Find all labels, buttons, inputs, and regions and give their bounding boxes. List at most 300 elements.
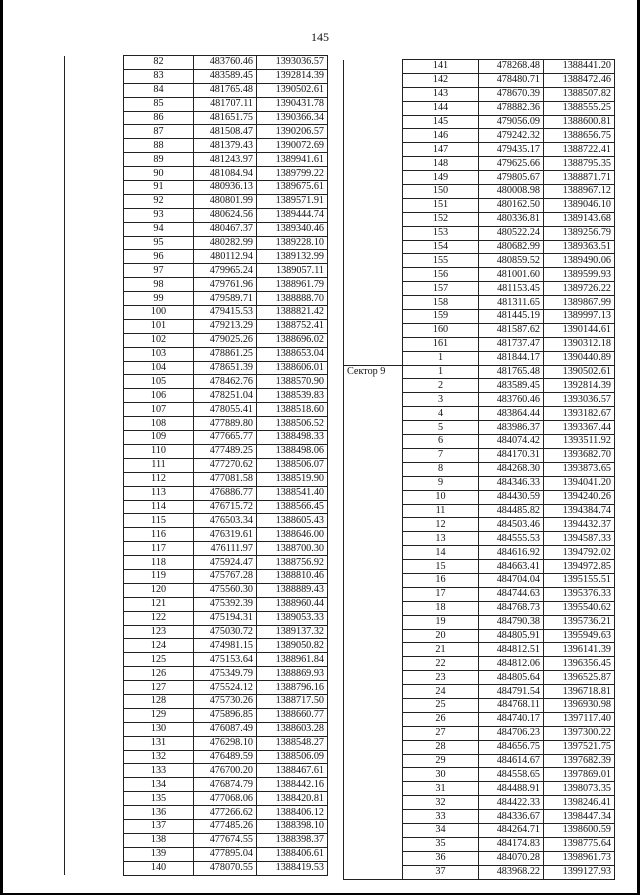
sector-cell [65,542,124,556]
table-row [65,250,328,264]
x-coordinate-cell: 484170.31 [479,448,544,462]
sector-cell [344,212,403,226]
x-coordinate-cell: 484744.63 [479,587,544,601]
y-coordinate-cell: 1388646.00 [257,528,328,542]
x-coordinate-cell: 481844.17 [479,351,544,365]
table-row [65,292,328,306]
x-coordinate-cell: 477674.55 [194,833,257,847]
x-coordinate-cell: 484485.82 [479,504,544,518]
x-coordinate-cell: 478670.39 [479,87,544,101]
sector-cell [344,115,403,129]
y-coordinate-cell: 1388960.44 [257,597,328,611]
x-coordinate-cell: 481707.11 [194,97,257,111]
x-coordinate-cell: 481311.65 [479,296,544,310]
table-row [65,208,328,222]
y-coordinate-cell: 1390502.61 [544,365,615,379]
y-coordinate-cell: 1397682.39 [544,754,615,768]
table-row [65,667,328,681]
y-coordinate-cell: 1388700.30 [257,542,328,556]
point-number-cell: 114 [124,500,194,514]
coordinates-table-left [64,55,328,876]
y-coordinate-cell: 1392814.39 [544,379,615,393]
y-coordinate-cell: 1388539.83 [257,389,328,403]
x-coordinate-cell: 484768.73 [479,601,544,615]
sector-cell [344,323,403,337]
sector-cell [65,389,124,403]
y-coordinate-cell: 1388871.71 [544,171,615,185]
x-coordinate-cell: 475194.31 [194,611,257,625]
point-number-cell: 136 [124,806,194,820]
y-coordinate-cell: 1393036.57 [257,56,328,70]
sector-cell [65,403,124,417]
x-coordinate-cell: 480282.99 [194,236,257,250]
point-number-cell: 145 [403,115,479,129]
table-row [65,542,328,556]
table-row [65,264,328,278]
table-row [65,653,328,667]
point-number-cell: 90 [124,167,194,181]
point-number-cell: 155 [403,254,479,268]
point-number-cell: 158 [403,296,479,310]
table-row [65,639,328,653]
sector-cell [65,514,124,528]
table-row [65,500,328,514]
x-coordinate-cell: 484422.33 [479,796,544,810]
point-number-cell: 94 [124,222,194,236]
point-number-cell: 7 [403,448,479,462]
point-number-cell: 3 [403,393,479,407]
x-coordinate-cell: 483760.46 [194,56,257,70]
point-number-cell: 146 [403,129,479,143]
y-coordinate-cell: 1388810.46 [257,569,328,583]
x-coordinate-cell: 484558.65 [479,768,544,782]
y-coordinate-cell: 1395949.63 [544,629,615,643]
scan-left-edge [0,0,3,895]
y-coordinate-cell: 1389256.79 [544,226,615,240]
y-coordinate-cell: 1394792.02 [544,546,615,560]
table-row [65,347,328,361]
x-coordinate-cell: 477485.26 [194,819,257,833]
point-number-cell: 132 [124,750,194,764]
sector-cell [344,351,403,365]
sector-cell [65,569,124,583]
sector-cell [65,792,124,806]
point-number-cell: 144 [403,101,479,115]
sector-cell [65,722,124,736]
sector-cell [65,278,124,292]
x-coordinate-cell: 475030.72 [194,625,257,639]
point-number-cell: 1 [403,365,479,379]
x-coordinate-cell: 484174.83 [479,837,544,851]
point-number-cell: 108 [124,417,194,431]
y-coordinate-cell: 1398961.73 [544,851,615,865]
sector-cell [344,60,403,74]
table-row [65,444,328,458]
sector-cell [344,73,403,87]
x-coordinate-cell: 478651.39 [194,361,257,375]
point-number-cell: 117 [124,542,194,556]
point-number-cell: 17 [403,587,479,601]
table-row [65,819,328,833]
y-coordinate-cell: 1399127.93 [544,865,615,879]
page-number: 145 [311,30,329,44]
y-coordinate-cell: 1389057.11 [257,264,328,278]
table-row [344,115,615,129]
point-number-cell: 137 [124,819,194,833]
y-coordinate-cell: 1389132.99 [257,250,328,264]
point-number-cell: 107 [124,403,194,417]
y-coordinate-cell: 1390440.89 [544,351,615,365]
sector-cell [65,833,124,847]
point-number-cell: 35 [403,837,479,851]
table-row [65,125,328,139]
y-coordinate-cell: 1388507.82 [544,87,615,101]
point-number-cell: 139 [124,847,194,861]
sector-cell [65,153,124,167]
table-row [344,282,615,296]
y-coordinate-cell: 1395155.51 [544,573,615,587]
y-coordinate-cell: 1390072.69 [257,139,328,153]
x-coordinate-cell: 479589.71 [194,292,257,306]
point-number-cell: 119 [124,569,194,583]
sector-cell [65,319,124,333]
x-coordinate-cell: 481153.45 [479,282,544,296]
y-coordinate-cell: 1388420.81 [257,792,328,806]
point-number-cell: 37 [403,865,479,879]
table-row [65,111,328,125]
x-coordinate-cell: 481084.94 [194,167,257,181]
x-coordinate-cell: 484268.30 [479,462,544,476]
x-coordinate-cell: 477270.62 [194,458,257,472]
point-number-cell: 33 [403,810,479,824]
x-coordinate-cell: 483968.22 [479,865,544,879]
table-row [65,750,328,764]
y-coordinate-cell: 1390144.61 [544,323,615,337]
sector-cell [344,87,403,101]
y-coordinate-cell: 1388656.75 [544,129,615,143]
point-number-cell: 34 [403,823,479,837]
point-number-cell: 109 [124,431,194,445]
y-coordinate-cell: 1388961.79 [257,278,328,292]
y-coordinate-cell: 1389799.22 [257,167,328,181]
point-number-cell: 30 [403,768,479,782]
sector-cell [65,250,124,264]
x-coordinate-cell: 484805.91 [479,629,544,643]
point-number-cell: 133 [124,764,194,778]
y-coordinate-cell: 1388888.70 [257,292,328,306]
x-coordinate-cell: 475767.28 [194,569,257,583]
y-coordinate-cell: 1393873.65 [544,462,615,476]
sector-cell [65,361,124,375]
sector-cell [65,83,124,97]
point-number-cell: 84 [124,83,194,97]
sector-cell [65,139,124,153]
sector-cell [65,181,124,195]
sector-cell [65,306,124,320]
sector-cell [65,847,124,861]
point-number-cell: 142 [403,73,479,87]
table-row [65,583,328,597]
x-coordinate-cell: 479965.24 [194,264,257,278]
x-coordinate-cell: 480522.24 [479,226,544,240]
x-coordinate-cell: 479025.26 [194,333,257,347]
y-coordinate-cell: 1389340.46 [257,222,328,236]
point-number-cell: 100 [124,306,194,320]
table-row [65,278,328,292]
sector-cell [65,694,124,708]
sector-cell [65,653,124,667]
y-coordinate-cell: 1388541.40 [257,486,328,500]
table-row [65,333,328,347]
x-coordinate-cell: 484706.23 [479,726,544,740]
y-coordinate-cell: 1388467.61 [257,764,328,778]
y-coordinate-cell: 1396525.87 [544,671,615,685]
sector-cell [344,101,403,115]
point-number-cell: 15 [403,560,479,574]
y-coordinate-cell: 1388821.42 [257,306,328,320]
point-number-cell: 116 [124,528,194,542]
sector-cell [344,310,403,324]
y-coordinate-cell: 1390366.34 [257,111,328,125]
table-row [65,847,328,861]
table-row [65,167,328,181]
y-coordinate-cell: 1388722.41 [544,143,615,157]
y-coordinate-cell: 1393036.57 [544,393,615,407]
y-coordinate-cell: 1388406.61 [257,847,328,861]
point-number-cell: 29 [403,754,479,768]
point-number-cell: 143 [403,87,479,101]
sector-cell [65,597,124,611]
x-coordinate-cell: 478055.41 [194,403,257,417]
sector-cell [344,296,403,310]
x-coordinate-cell: 484614.67 [479,754,544,768]
table-row [65,486,328,500]
y-coordinate-cell: 1397117.40 [544,712,615,726]
point-number-cell: 97 [124,264,194,278]
point-number-cell: 27 [403,726,479,740]
y-coordinate-cell: 1389053.33 [257,611,328,625]
x-coordinate-cell: 477895.04 [194,847,257,861]
table-row [344,226,615,240]
x-coordinate-cell: 484616.92 [479,546,544,560]
table-row [344,337,615,351]
x-coordinate-cell: 480112.94 [194,250,257,264]
x-coordinate-cell: 478462.76 [194,375,257,389]
x-coordinate-cell: 484555.53 [479,532,544,546]
y-coordinate-cell: 1389941.61 [257,153,328,167]
sector-cell [65,611,124,625]
point-number-cell: 4 [403,407,479,421]
table-row [65,625,328,639]
sector-cell [65,97,124,111]
table-row [344,87,615,101]
point-number-cell: 36 [403,851,479,865]
x-coordinate-cell: 475560.30 [194,583,257,597]
y-coordinate-cell: 1393367.44 [544,421,615,435]
sector-cell [65,778,124,792]
x-coordinate-cell: 477266.62 [194,806,257,820]
x-coordinate-cell: 484663.41 [479,560,544,574]
y-coordinate-cell: 1388653.04 [257,347,328,361]
point-number-cell: 87 [124,125,194,139]
x-coordinate-cell: 479761.96 [194,278,257,292]
sector-cell [344,171,403,185]
table-row [65,181,328,195]
point-number-cell: 8 [403,462,479,476]
table-row [65,139,328,153]
x-coordinate-cell: 480682.99 [479,240,544,254]
table-row [65,222,328,236]
y-coordinate-cell: 1388603.28 [257,722,328,736]
y-coordinate-cell: 1393182.67 [544,407,615,421]
point-number-cell: 88 [124,139,194,153]
x-coordinate-cell: 480162.50 [479,198,544,212]
point-number-cell: 141 [403,60,479,74]
x-coordinate-cell: 479435.17 [479,143,544,157]
x-coordinate-cell: 484768.11 [479,698,544,712]
table-row [65,792,328,806]
table-row [344,365,615,379]
x-coordinate-cell: 475524.12 [194,681,257,695]
x-coordinate-cell: 475896.85 [194,708,257,722]
point-number-cell: 14 [403,546,479,560]
y-coordinate-cell: 1388518.60 [257,403,328,417]
x-coordinate-cell: 484704.04 [479,573,544,587]
y-coordinate-cell: 1389599.93 [544,268,615,282]
sector-label: Сектор 9 [344,365,403,879]
x-coordinate-cell: 483864.44 [479,407,544,421]
point-number-cell: 89 [124,153,194,167]
point-number-cell: 128 [124,694,194,708]
x-coordinate-cell: 483589.45 [194,69,257,83]
point-number-cell: 99 [124,292,194,306]
table-row [65,236,328,250]
point-number-cell: 157 [403,282,479,296]
point-number-cell: 135 [124,792,194,806]
sector-cell [65,708,124,722]
table-row [65,806,328,820]
x-coordinate-cell: 479213.29 [194,319,257,333]
sector-cell [344,268,403,282]
y-coordinate-cell: 1389444.74 [257,208,328,222]
x-coordinate-cell: 479415.53 [194,306,257,320]
sector-cell [344,157,403,171]
y-coordinate-cell: 1388696.02 [257,333,328,347]
sector-cell [65,208,124,222]
sector-cell [344,254,403,268]
y-coordinate-cell: 1389571.91 [257,194,328,208]
y-coordinate-cell: 1398246.41 [544,796,615,810]
sector-cell [65,125,124,139]
sector-cell [65,486,124,500]
point-number-cell: 129 [124,708,194,722]
sector-cell [344,240,403,254]
point-number-cell: 93 [124,208,194,222]
coordinates-table-right [343,59,615,880]
y-coordinate-cell: 1388869.93 [257,667,328,681]
point-number-cell: 131 [124,736,194,750]
x-coordinate-cell: 484740.17 [479,712,544,726]
point-number-cell: 159 [403,310,479,324]
y-coordinate-cell: 1388442.16 [257,778,328,792]
y-coordinate-cell: 1394041.20 [544,476,615,490]
x-coordinate-cell: 484812.06 [479,657,544,671]
point-number-cell: 18 [403,601,479,615]
x-coordinate-cell: 476700.20 [194,764,257,778]
y-coordinate-cell: 1393511.92 [544,435,615,449]
x-coordinate-cell: 479056.09 [479,115,544,129]
y-coordinate-cell: 1389997.13 [544,310,615,324]
y-coordinate-cell: 1389675.61 [257,181,328,195]
x-coordinate-cell: 483760.46 [479,393,544,407]
sector-cell [65,458,124,472]
y-coordinate-cell: 1396356.45 [544,657,615,671]
x-coordinate-cell: 475153.64 [194,653,257,667]
y-coordinate-cell: 1388606.01 [257,361,328,375]
x-coordinate-cell: 479242.32 [479,129,544,143]
point-number-cell: 120 [124,583,194,597]
table-row [65,194,328,208]
x-coordinate-cell: 484791.54 [479,685,544,699]
point-number-cell: 148 [403,157,479,171]
sector-cell [65,625,124,639]
y-coordinate-cell: 1398447.34 [544,810,615,824]
point-number-cell: 21 [403,643,479,657]
y-coordinate-cell: 1388555.25 [544,101,615,115]
sector-cell [65,264,124,278]
y-coordinate-cell: 1396930.98 [544,698,615,712]
point-number-cell: 31 [403,782,479,796]
y-coordinate-cell: 1394972.85 [544,560,615,574]
table-row [65,833,328,847]
point-number-cell: 10 [403,490,479,504]
table-row [65,569,328,583]
sector-cell [65,500,124,514]
x-coordinate-cell: 481508.47 [194,125,257,139]
x-coordinate-cell: 484346.33 [479,476,544,490]
x-coordinate-cell: 478861.25 [194,347,257,361]
x-coordinate-cell: 475730.26 [194,694,257,708]
y-coordinate-cell: 1397300.22 [544,726,615,740]
x-coordinate-cell: 484488.91 [479,782,544,796]
sector-cell [344,337,403,351]
point-number-cell: 147 [403,143,479,157]
table-row [65,514,328,528]
x-coordinate-cell: 476874.79 [194,778,257,792]
point-number-cell: 150 [403,185,479,199]
point-number-cell: 106 [124,389,194,403]
x-coordinate-cell: 484074.42 [479,435,544,449]
y-coordinate-cell: 1388752.41 [257,319,328,333]
sector-cell [65,333,124,347]
sector-cell [65,69,124,83]
point-number-cell: 91 [124,181,194,195]
sector-cell [65,111,124,125]
y-coordinate-cell: 1388796.16 [257,681,328,695]
table-row [344,323,615,337]
point-number-cell: 13 [403,532,479,546]
table-row [65,681,328,695]
x-coordinate-cell: 479805.67 [479,171,544,185]
sector-cell [65,750,124,764]
table-row [344,157,615,171]
point-number-cell: 151 [403,198,479,212]
point-number-cell: 1 [403,351,479,365]
y-coordinate-cell: 1388441.20 [544,60,615,74]
x-coordinate-cell: 484264.71 [479,823,544,837]
point-number-cell: 104 [124,361,194,375]
x-coordinate-cell: 484070.28 [479,851,544,865]
